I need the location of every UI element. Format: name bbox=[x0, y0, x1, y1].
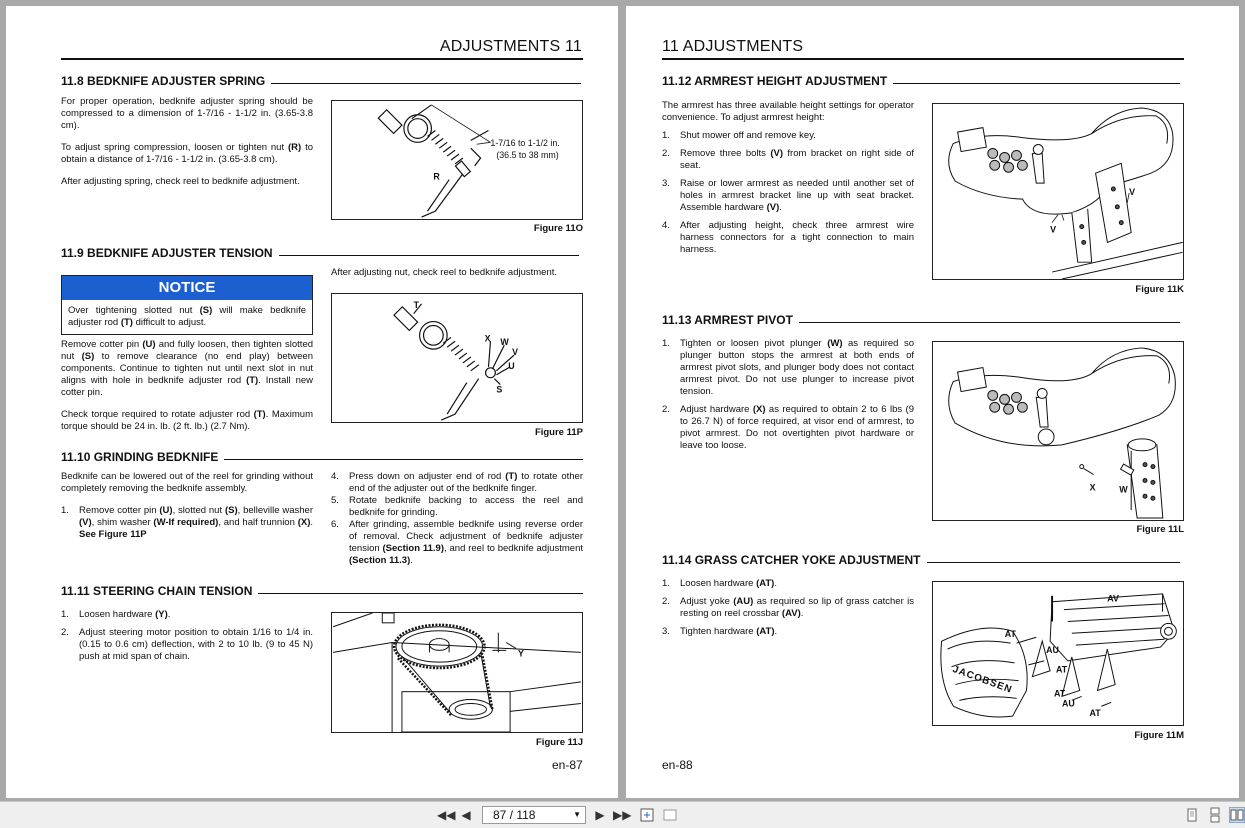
section-body-11-9 bbox=[61, 339, 313, 443]
list-item: 1. Loosen hardware (Y). bbox=[61, 609, 171, 620]
label-u: U bbox=[508, 360, 515, 371]
paragraph: To adjust spring compression, loosen or tighten nut (R) to obtain a distance of 1-7/16 - 1-1/2 in. (3.65-3.8 cm). bbox=[61, 142, 313, 165]
section-title-11-13: 11.13 ARMREST PIVOT bbox=[662, 313, 1180, 327]
paragraph: Check torque required to rotate adjuster rod (T). Maximum torque should be 24 in. lb. (2 ft. lb.) (2.7 Nm). bbox=[61, 409, 313, 432]
dimension-label-metric: (36.5 to 38 mm) bbox=[496, 150, 559, 161]
list-item: 2. Adjust hardware (X) as required to obtain 2 to 6 lbs (9 to 26.7 N) of force required, at visor end of armrest, to pivot armrest. Do not overtighten pivot hardware or leave too loose. bbox=[662, 404, 915, 451]
figure-caption: Figure 11O bbox=[533, 223, 583, 234]
paragraph: For proper operation, bedknife adjuster spring should be compressed to a dimension of 1-7/16 - 1-1/2 in. (3.65-3.8 cm). bbox=[61, 96, 313, 131]
figure-caption: Figure 11P bbox=[534, 427, 583, 438]
left-page bbox=[6, 6, 618, 798]
list-item: 2. Adjust yoke (AU) as required so lip of grass catcher is resting on reel crossbar (AV). bbox=[662, 596, 914, 619]
label-at: AT bbox=[1056, 664, 1068, 675]
section-body-11-11 bbox=[61, 609, 313, 669]
after-adjust-note: After adjusting nut, check reel to bedknife adjustment. bbox=[331, 267, 558, 278]
fit-page-icon[interactable] bbox=[639, 807, 655, 823]
label-y: Y bbox=[517, 648, 524, 659]
list-item: 1. Shut mower off and remove key. bbox=[662, 130, 816, 141]
dimension-label: 1-7/16 to 1-1/2 in. bbox=[490, 138, 560, 149]
figure-caption: Figure 11J bbox=[536, 737, 583, 748]
label-t: T bbox=[413, 299, 420, 310]
label-x: X bbox=[484, 333, 491, 344]
step-list bbox=[61, 505, 313, 541]
section-title-11-14: 11.14 GRASS CATCHER YOKE ADJUSTMENT bbox=[662, 553, 1180, 567]
label-v: V bbox=[1129, 186, 1136, 197]
figure-11j bbox=[331, 612, 583, 733]
label-w: W bbox=[500, 337, 509, 348]
right-page bbox=[626, 6, 1239, 798]
page-header: 11 ADJUSTMENTS bbox=[662, 38, 804, 55]
section-title-11-9: 11.9 BEDKNIFE ADJUSTER TENSION bbox=[61, 246, 583, 260]
list-item: 2. Remove three bolts (V) from bracket on right side of seat. bbox=[662, 148, 915, 171]
label-v: V bbox=[512, 347, 519, 358]
label-x: X bbox=[1089, 482, 1096, 493]
label-au: AU bbox=[1061, 698, 1075, 709]
notice-title: NOTICE bbox=[62, 276, 312, 300]
step-list bbox=[61, 609, 313, 663]
header-rule bbox=[61, 58, 583, 60]
step-list bbox=[331, 471, 583, 567]
paragraph: After adjusting spring, check reel to bedknife adjustment. bbox=[61, 176, 300, 187]
label-at: AT bbox=[1004, 629, 1016, 640]
section-body-11-12 bbox=[662, 100, 914, 262]
notice-box bbox=[61, 275, 313, 335]
list-item: 4. After adjusting height, check three armrest wire harness connectors for a tight connection to main harness. bbox=[662, 220, 914, 255]
section-title-11-12: 11.12 ARMREST HEIGHT ADJUSTMENT bbox=[662, 74, 1180, 88]
last-page-icon[interactable]: ▶▶ bbox=[613, 808, 632, 822]
figure-caption: Figure 11M bbox=[1134, 730, 1184, 741]
first-page-icon[interactable]: ◀◀ bbox=[437, 808, 456, 822]
section-title-11-10: 11.10 GRINDING BEDKNIFE bbox=[61, 450, 583, 464]
continuous-view-icon[interactable] bbox=[1207, 807, 1223, 823]
section-body-11-13 bbox=[662, 338, 914, 458]
figure-11k bbox=[932, 103, 1184, 280]
figure-11m bbox=[932, 581, 1184, 726]
figure-caption: Figure 11K bbox=[1135, 284, 1184, 295]
label-av: AV bbox=[1107, 593, 1119, 604]
figure-11o bbox=[331, 100, 583, 220]
list-item: 5. Rotate bedknife backing to access the reel and bedknife for grinding. bbox=[331, 495, 583, 518]
grass-catcher-yoke-diagram bbox=[933, 582, 1183, 725]
notice-text: Over tightening slotted nut (S) will make bedknife adjuster rod (T) difficult to adjust. bbox=[68, 305, 306, 328]
paragraph: The armrest has three available height settings for operator convenience. To adjust armrest height: bbox=[662, 100, 914, 123]
section-body-11-14 bbox=[662, 578, 914, 644]
next-page-icon[interactable]: ▶ bbox=[595, 808, 605, 822]
fit-width-icon[interactable] bbox=[662, 807, 678, 823]
section-body-11-10-left bbox=[61, 471, 313, 547]
label-s: S bbox=[496, 384, 503, 395]
page-number-select[interactable]: 87 / 118 ▼ bbox=[482, 806, 586, 824]
label-au: AU bbox=[1046, 645, 1059, 656]
figure-11p bbox=[331, 293, 583, 423]
armrest-pivot-diagram bbox=[933, 342, 1183, 520]
figure-11l bbox=[932, 341, 1184, 521]
previous-page-icon[interactable]: ◀ bbox=[461, 808, 471, 822]
list-item: 3. Tighten hardware (AT). bbox=[662, 626, 778, 637]
label-at: AT bbox=[1089, 708, 1101, 719]
paragraph: Bedknife can be lowered out of the reel for grinding without completely removing the bedknife assembly. bbox=[61, 471, 313, 494]
spring-diagram bbox=[332, 101, 582, 219]
page-number: en-87 bbox=[552, 758, 583, 772]
section-body-11-8 bbox=[61, 96, 313, 198]
paragraph: Remove cotter pin (U) and fully loosen, then tighten slotted nut (S) to remove clearance (no end play) between components. Continue to tighten nut until next slot in nut aligns with hole in bedknife adjuster rod (T). Install new cotter pin. bbox=[61, 339, 314, 398]
adjuster-tension-diagram bbox=[332, 294, 582, 422]
single-page-view-icon[interactable] bbox=[1184, 807, 1200, 823]
steering-chain-diagram bbox=[332, 613, 582, 732]
chevron-down-icon: ▼ bbox=[573, 810, 581, 819]
page-number: en-88 bbox=[662, 758, 693, 772]
viewer-toolbar bbox=[0, 801, 1245, 828]
section-title-11-11: 11.11 STEERING CHAIN TENSION bbox=[61, 584, 583, 598]
label-at: AT bbox=[1054, 688, 1066, 699]
figure-caption: Figure 11L bbox=[1136, 524, 1184, 535]
step-list bbox=[662, 338, 914, 452]
list-item: 3. Raise or lower armrest as needed until another set of holes in armrest bracket line up with seat bracket. Assemble hardware (V). bbox=[662, 178, 914, 213]
list-item: 6. After grinding, assemble bedknife using reverse order of removal. Check adjustment of bedknife adjuster tension (Section 11.9), and reel to bedknife adjustment (Section 11.3). bbox=[331, 519, 583, 566]
list-item: 1. Tighten or loosen pivot plunger (W) as required so plunger button stops the armrest at both ends of armrest pivot slots, and plunger body does not contact armrest pivot. Do not use plunger to increase pivot tension. bbox=[662, 338, 914, 397]
list-item: 1. Loosen hardware (AT). bbox=[662, 578, 777, 589]
label-v: V bbox=[1050, 224, 1057, 235]
label-w: W bbox=[1119, 484, 1128, 495]
list-item: 2. Adjust steering motor position to obtain 1/16 to 1/4 in. (0.15 to 0.6 cm) deflection, with 2 to 10 lb. (9 to 45 N) push at mid span of chain. bbox=[61, 627, 313, 662]
list-item: 4. Press down on adjuster end of rod (T) to rotate other end of the adjuster out of the bedknife finger. bbox=[331, 471, 583, 494]
step-list bbox=[662, 130, 914, 256]
header-rule bbox=[662, 58, 1184, 60]
label-r: R bbox=[433, 171, 440, 182]
page-header: ADJUSTMENTS 11 bbox=[439, 38, 582, 55]
section-title-11-8: 11.8 BEDKNIFE ADJUSTER SPRING bbox=[61, 74, 583, 88]
section-body-11-10-right bbox=[331, 471, 583, 573]
two-page-view-icon[interactable] bbox=[1229, 807, 1245, 823]
brand-logo: JACOBSEN bbox=[951, 664, 1014, 696]
list-item: 1. Remove cotter pin (U), slotted nut (S), belleville washer (V), shim washer (W-If required), and half trunnion (X). See Figure 11P bbox=[61, 505, 313, 540]
step-list bbox=[662, 578, 914, 638]
armrest-height-diagram bbox=[933, 104, 1183, 279]
